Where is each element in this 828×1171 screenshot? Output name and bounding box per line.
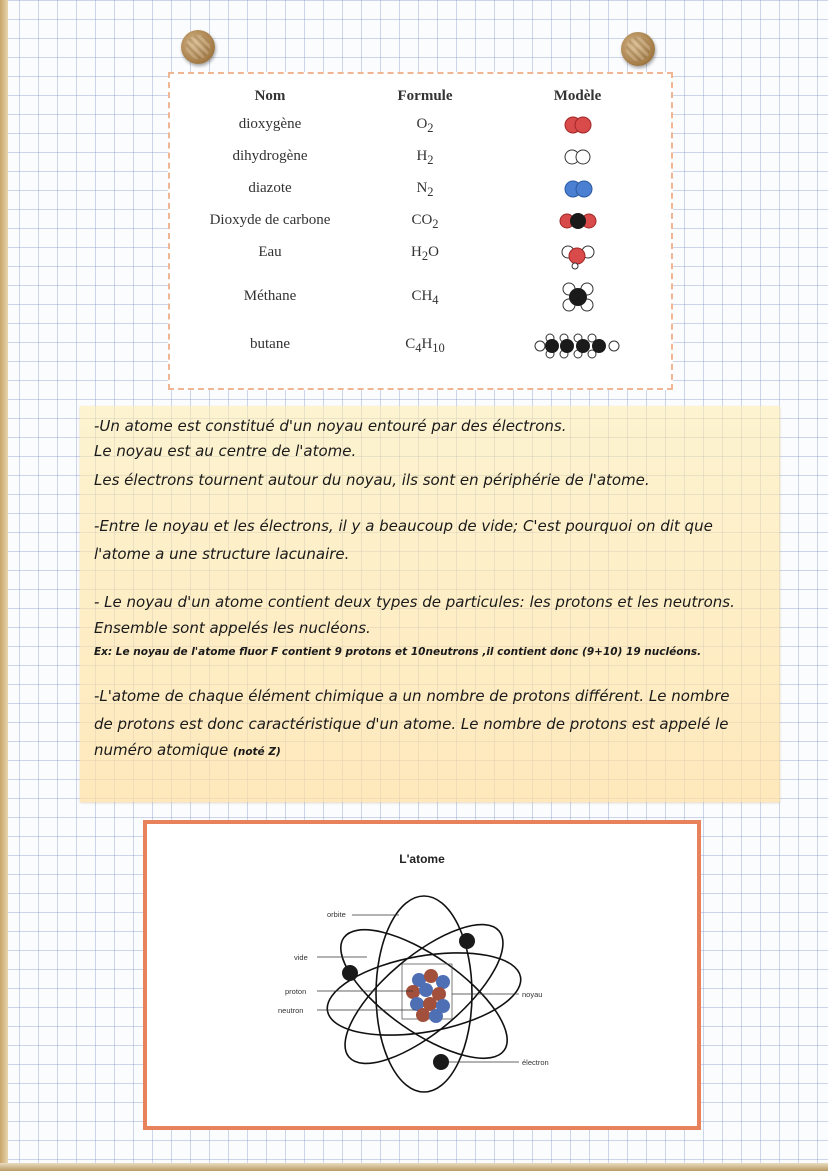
atom-diagram	[147, 824, 697, 1126]
header-nom: Nom	[254, 88, 286, 104]
ch4-model-icon	[500, 280, 655, 314]
note-line: - Le noyau d'un atome contient deux types de particules: les protons et les neutrons.	[94, 593, 735, 611]
c4h10-model-icon	[500, 330, 655, 362]
electron	[342, 965, 358, 981]
row-formule: $CO_2$	[411, 212, 439, 231]
pushpin-icon	[621, 32, 655, 66]
label-proton: proton	[285, 987, 307, 996]
row-nom: diazote	[248, 180, 292, 196]
electron	[433, 1054, 449, 1070]
numero-atomique-term: numéro atomique	[94, 741, 229, 759]
notes-section	[80, 406, 780, 802]
row-nom: dihydrogène	[232, 148, 308, 164]
electron	[459, 933, 475, 949]
note-line	[94, 738, 774, 765]
row-formule: $H_2$	[416, 148, 434, 167]
row-formule: $N_2$	[416, 180, 434, 199]
nucleus	[406, 969, 450, 1023]
label-electron: électron	[522, 1058, 549, 1067]
atom-diagram-frame	[143, 820, 701, 1130]
note-line: -L'atome de chaque élément chimique a un nombre de protons différent. Le nombre	[94, 687, 730, 705]
note-line: l'atome a une structure lacunaire.	[94, 545, 350, 563]
row-nom: Dioxyde de carbone	[209, 212, 331, 228]
note-line: Le noyau est au centre de l'atome.	[94, 442, 357, 460]
row-formule: $H_2O$	[411, 244, 439, 263]
label-vide: vide	[294, 953, 308, 962]
note-line: Ensemble sont appelés les nucléons.	[94, 619, 371, 637]
label-neutron: neutron	[278, 1006, 304, 1015]
row-nom: dioxygène	[238, 116, 302, 132]
h2-model-icon	[500, 146, 655, 170]
row-formule: $C_4H_{10}$	[405, 336, 445, 355]
label-noyau: noyau	[522, 990, 543, 999]
row-nom: Eau	[258, 244, 282, 260]
example-line: Ex: Le noyau de l'atome fluor F contient 9 protons et 10neutrons ,il contient donc (9+10) 19 nucléons.	[94, 646, 702, 658]
page-bottom-edge	[0, 1163, 828, 1171]
note-line: -Un atome est constitué d'un noyau entouré par des électrons.	[94, 417, 567, 435]
n2-model-icon	[500, 178, 655, 202]
note-line: Les électrons tournent autour du noyau, ils sont en périphérie de l'atome.	[94, 471, 650, 489]
header-modele: Modèle	[553, 88, 602, 104]
pushpin-icon	[181, 30, 215, 64]
numero-atomique-note: (noté Z)	[233, 746, 281, 758]
row-nom: Méthane	[243, 288, 297, 304]
header-formule: Formule	[397, 88, 453, 104]
note-line: de protons est donc caractéristique d'un atome. Le nombre de protons est appelé le	[94, 715, 729, 733]
o2-model-icon	[500, 114, 655, 138]
row-formule: $CH_4$	[411, 288, 439, 307]
row-formule: $O_2$	[416, 116, 434, 135]
h2o-model-icon	[500, 242, 655, 272]
molecule-table	[168, 72, 673, 390]
co2-model-icon	[500, 210, 655, 234]
row-nom: butane	[250, 336, 290, 352]
label-orbite: orbite	[327, 910, 346, 919]
note-line: -Entre le noyau et les électrons, il y a beaucoup de vide; C'est pourquoi on dit que	[94, 517, 713, 535]
notebook-binding	[0, 0, 8, 1171]
atom-title: L'atome	[399, 852, 445, 866]
